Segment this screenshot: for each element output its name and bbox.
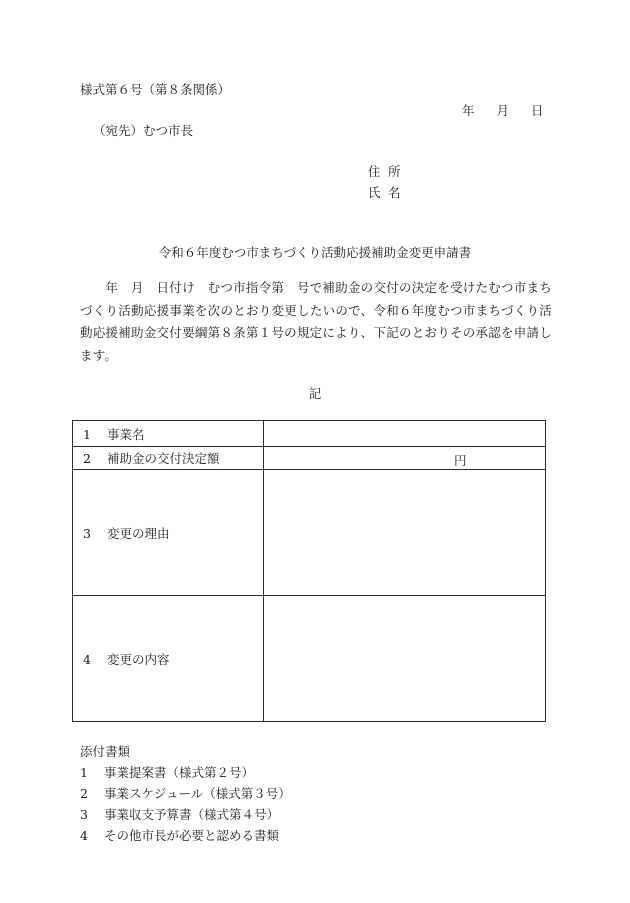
attachment-number: 2 xyxy=(80,786,88,801)
date-year: 年 xyxy=(462,103,475,118)
item-label-cell xyxy=(73,596,264,722)
item-label-cell xyxy=(73,421,264,447)
table-row xyxy=(73,596,546,722)
attachment-item xyxy=(80,763,254,781)
form-number: 様式第６号（第８条関係） xyxy=(80,82,231,97)
date-month: 月 xyxy=(496,103,510,118)
attachments-heading: 添付書類 xyxy=(80,744,131,759)
item-label: 変更の内容 xyxy=(107,651,170,667)
attachment-item xyxy=(80,826,279,844)
item-label: 補助金の交付決定額 xyxy=(107,451,220,466)
item-number: 4 xyxy=(83,651,91,667)
attachment-text: その他市長が必要と認める書類 xyxy=(104,828,280,843)
date-day: 日 xyxy=(531,103,544,118)
name-label-char-2: 名 xyxy=(388,185,401,200)
attachment-text: 事業スケジュール（様式第３号） xyxy=(104,786,291,801)
item-label: 事業名 xyxy=(107,426,145,442)
attachment-item xyxy=(80,784,291,802)
ki-marker: 記 xyxy=(308,386,322,401)
addressee: （宛先）むつ市長 xyxy=(93,123,194,138)
item-label-cell xyxy=(73,447,264,470)
attachment-number: 1 xyxy=(80,765,88,780)
item-number: 1 xyxy=(83,426,91,442)
items-table xyxy=(72,420,546,722)
address-label xyxy=(368,162,401,180)
table-row xyxy=(73,421,546,447)
item-number: 3 xyxy=(83,525,91,541)
name-label-char-1: 氏 xyxy=(368,185,381,200)
item-value-cell xyxy=(264,596,546,722)
item-value-cell xyxy=(264,447,546,470)
table-row xyxy=(73,447,546,470)
address-label-char-2: 所 xyxy=(388,164,401,179)
item-value-cell xyxy=(264,421,546,447)
address-label-char-1: 住 xyxy=(368,164,381,179)
attachment-item xyxy=(80,805,279,823)
table-row xyxy=(73,470,546,596)
item-number: 2 xyxy=(83,451,91,466)
document-title: 令和６年度むつ市まちづくり活動応援補助金変更申請書 xyxy=(158,245,472,260)
attachment-number: 4 xyxy=(80,828,88,843)
item-value-cell xyxy=(264,470,546,596)
body-paragraph: 年 月 日付け むつ市指令第 号で補助金の交付の決定を受けたむつ市まちづくり活動応援事業を次のとおり変更したいので、令和６年度むつ市まちづくり活動応援補助金交付要綱第８条第１号の規定により、下記のとおりその承認を申請します。 xyxy=(80,280,552,363)
date-line xyxy=(462,101,544,119)
name-label xyxy=(368,183,401,201)
attachment-text: 事業提案書（様式第２号） xyxy=(104,765,255,780)
attachment-number: 3 xyxy=(80,807,88,822)
attachment-text: 事業収支予算書（様式第４号） xyxy=(104,807,280,822)
yen-unit: 円 xyxy=(454,453,467,468)
item-label-cell xyxy=(73,470,264,596)
item-label: 変更の理由 xyxy=(107,525,170,541)
